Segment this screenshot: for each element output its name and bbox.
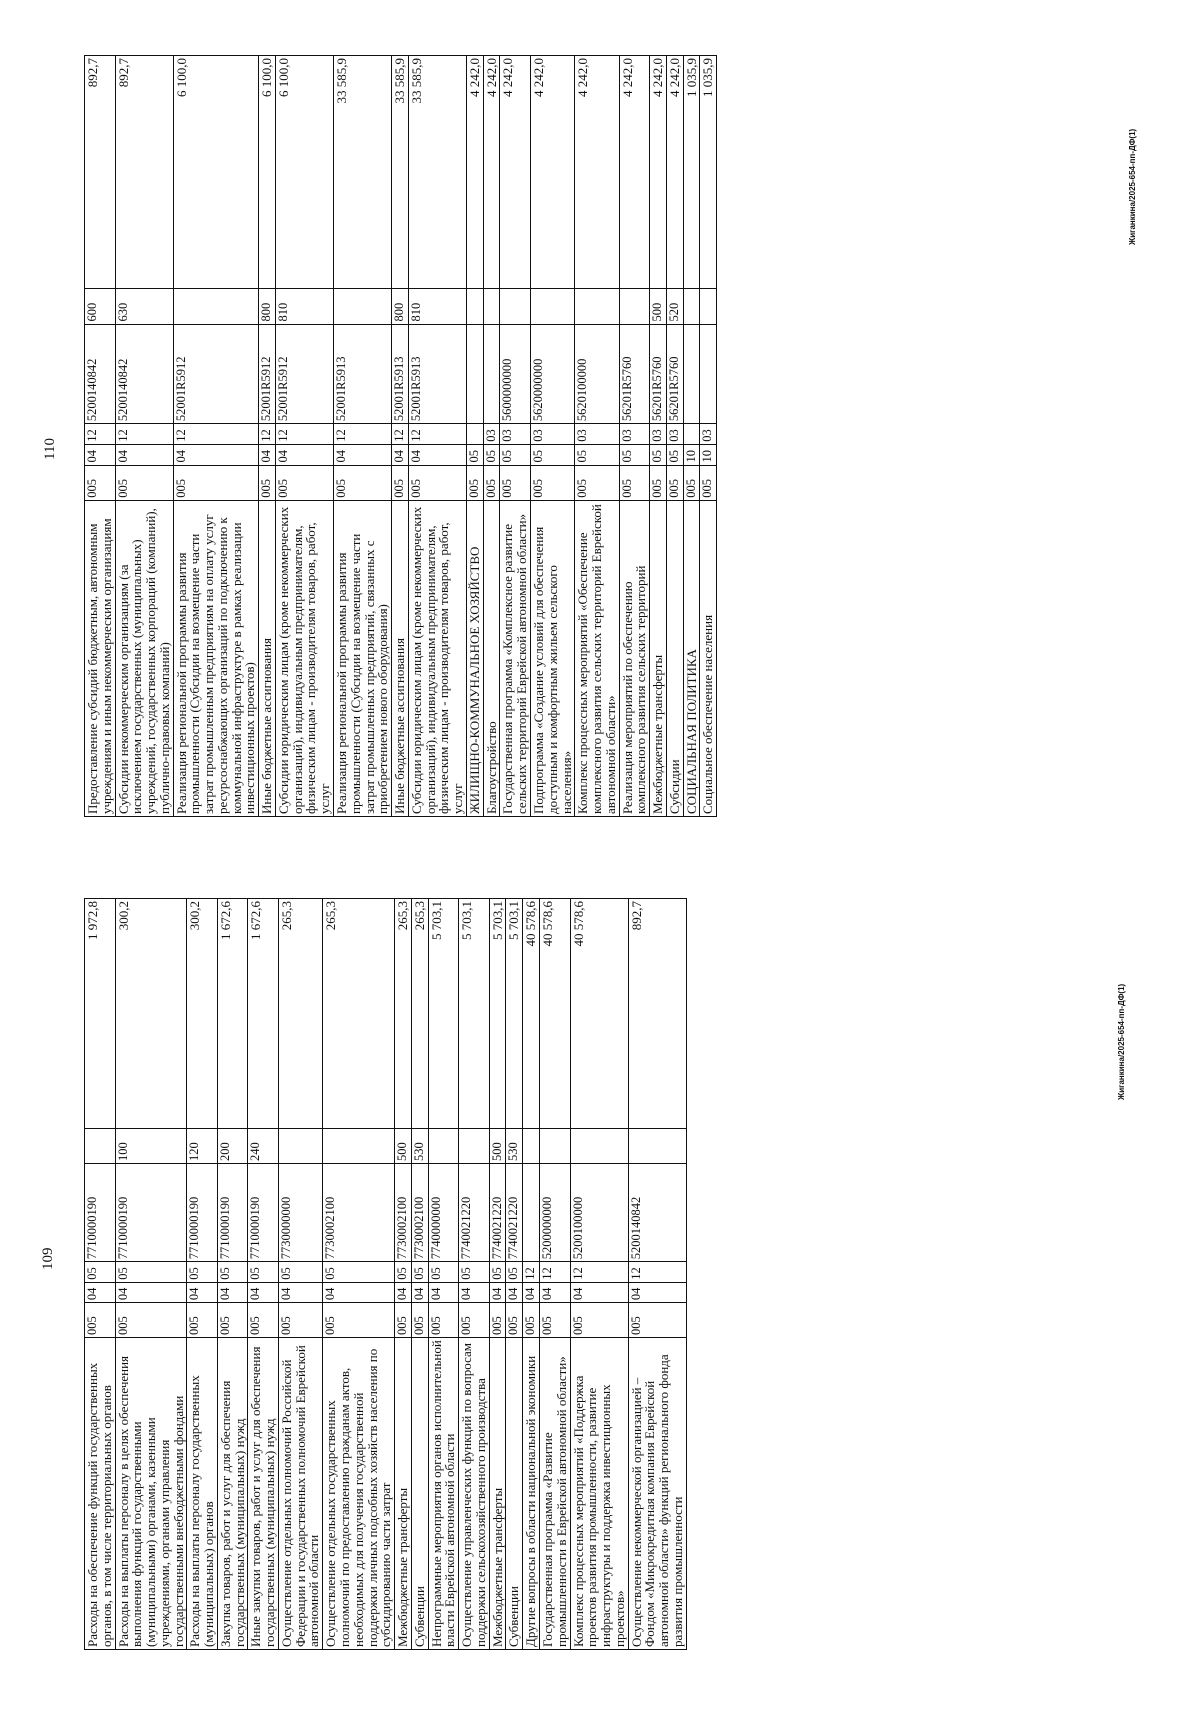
- row-name-cell: Осуществление управленческих функций по вопросам поддержки сельскохозяйственного производства: [459, 1337, 490, 1649]
- subsection-code-cell: 12: [334, 424, 392, 445]
- table-row: [570, 899, 628, 1650]
- grbs-code-cell: 005: [628, 1303, 686, 1338]
- table-row: [459, 899, 490, 1650]
- expense-type-cell: 630: [115, 289, 173, 324]
- grbs-code-cell: 005: [523, 1303, 540, 1338]
- expense-type-cell: [523, 1129, 540, 1164]
- grbs-code-cell: 005: [278, 1303, 322, 1338]
- expense-type-cell: [428, 1129, 459, 1164]
- amount-cell: 4 242,0: [466, 56, 483, 289]
- target-article-cell: 5200000000: [539, 1164, 570, 1262]
- target-article-cell: 5600000000: [500, 324, 531, 424]
- target-article-cell: 5200140842: [85, 324, 116, 424]
- section-code-cell: 04: [392, 444, 409, 465]
- target-article-cell: 7740021220: [489, 1164, 506, 1262]
- subsection-code-cell: 12: [408, 424, 466, 445]
- amount-cell: 265,3: [278, 899, 322, 1129]
- table-row: [489, 899, 506, 1650]
- section-code-cell: 04: [85, 444, 116, 465]
- table-row: [530, 56, 574, 817]
- expense-type-cell: [278, 1129, 322, 1164]
- grbs-code-cell: 005: [411, 1303, 428, 1338]
- subsection-code-cell: 03: [530, 424, 574, 445]
- expense-type-cell: 500: [489, 1129, 506, 1164]
- subsection-code-cell: [466, 424, 483, 445]
- subsection-code-cell: 05: [459, 1262, 490, 1282]
- row-name-cell: Подпрограмма «Создание условий для обеспечения доступным и комфортным жильем сельского населения»: [530, 500, 574, 816]
- budget-table-page-110: [84, 55, 717, 817]
- target-article-cell: 5620000000: [530, 324, 574, 424]
- grbs-code-cell: 005: [466, 465, 483, 500]
- grbs-code-cell: 005: [575, 465, 619, 500]
- section-code-cell: 04: [275, 444, 333, 465]
- grbs-code-cell: 005: [248, 1303, 279, 1338]
- table-row: [506, 899, 523, 1650]
- grbs-code-cell: 005: [85, 1303, 116, 1338]
- subsection-code-cell: 05: [85, 1262, 116, 1282]
- amount-cell: 6 100,0: [259, 56, 276, 289]
- grbs-code-cell: 005: [506, 1303, 523, 1338]
- section-code-cell: 04: [628, 1282, 686, 1302]
- row-name-cell: Субсидии юридическим лицам (кроме некоммерческих организаций), индивидуальным предпринимателям, физическим лицам - производителям товаров, работ, услуг: [275, 500, 333, 816]
- grbs-code-cell: 005: [459, 1303, 490, 1338]
- expense-type-cell: [500, 289, 531, 324]
- subsection-code-cell: 03: [650, 424, 667, 445]
- table-row: [392, 56, 409, 817]
- row-name-cell: Комплекс процессных мероприятий «Поддержка проектов развития промышленности, развитие инфраструктуры и поддержка инвестиционных проектов»: [570, 1337, 628, 1649]
- grbs-code-cell: 005: [700, 465, 717, 500]
- amount-cell: 40 578,6: [523, 899, 540, 1129]
- expense-type-cell: 810: [408, 289, 466, 324]
- section-code-cell: 04: [217, 1282, 248, 1302]
- row-name-cell: Реализация мероприятий по обеспечению комплексного развития сельских территорий: [619, 500, 650, 816]
- grbs-code-cell: 005: [334, 465, 392, 500]
- grbs-code-cell: 005: [395, 1303, 412, 1338]
- expense-type-cell: [683, 289, 700, 324]
- target-article-cell: 56201R5760: [666, 324, 683, 424]
- grbs-code-cell: 005: [683, 465, 700, 500]
- section-code-cell: 04: [334, 444, 392, 465]
- expense-type-cell: 810: [275, 289, 333, 324]
- target-article-cell: 7730000000: [278, 1164, 322, 1262]
- section-code-cell: 05: [666, 444, 683, 465]
- target-article-cell: [466, 324, 483, 424]
- grbs-code-cell: 005: [408, 465, 466, 500]
- subsection-code-cell: 05: [248, 1262, 279, 1282]
- expense-type-cell: [334, 289, 392, 324]
- row-name-cell: Государственная программа «Развитие промышленности в Еврейской автономной области»: [539, 1337, 570, 1649]
- row-name-cell: Межбюджетные трансферты: [489, 1337, 506, 1649]
- amount-cell: 4 242,0: [666, 56, 683, 289]
- row-name-cell: Комплекс процессных мероприятий «Обеспечение комплексного развития сельских территорий Еврейской автономной области»: [575, 500, 619, 816]
- table-row: [248, 899, 279, 1650]
- section-code-cell: 04: [259, 444, 276, 465]
- target-article-cell: [683, 324, 700, 424]
- expense-type-cell: 200: [217, 1129, 248, 1164]
- row-name-cell: Субсидии некоммерческим организациям (за исключением государственных (муниципальных) учреждений, государственных корпораций (компаний), публично-правовых компаний): [115, 500, 173, 816]
- expense-type-cell: [85, 1129, 116, 1164]
- subsection-code-cell: 05: [187, 1262, 218, 1282]
- row-name-cell: ЖИЛИЩНО-КОММУНАЛЬНОЕ ХОЗЯЙСТВО: [466, 500, 483, 816]
- section-code-cell: 04: [489, 1282, 506, 1302]
- subsection-code-cell: 05: [395, 1262, 412, 1282]
- section-code-cell: 04: [248, 1282, 279, 1302]
- table-row: [619, 56, 650, 817]
- subsection-code-cell: 03: [575, 424, 619, 445]
- section-code-cell: 05: [466, 444, 483, 465]
- subsection-code-cell: 12: [539, 1262, 570, 1282]
- row-name-cell: Предоставление субсидий бюджетным, автономным учреждениям и иным некоммерческим организациям: [85, 500, 116, 816]
- row-name-cell: Субвенции: [506, 1337, 523, 1649]
- expense-type-cell: [539, 1129, 570, 1164]
- amount-cell: 1 672,6: [217, 899, 248, 1129]
- grbs-code-cell: 005: [570, 1303, 628, 1338]
- table-row: [187, 899, 218, 1650]
- grbs-code-cell: 005: [275, 465, 333, 500]
- amount-cell: 4 242,0: [650, 56, 667, 289]
- amount-cell: 300,2: [187, 899, 218, 1129]
- amount-cell: 5 703,1: [489, 899, 506, 1129]
- row-name-cell: Социальное обеспечение населения: [700, 500, 717, 816]
- subsection-code-cell: 03: [700, 424, 717, 445]
- page-number: 109: [40, 1247, 56, 1270]
- subsection-code-cell: 03: [500, 424, 531, 445]
- target-article-cell: 52001R5913: [392, 324, 409, 424]
- expense-type-cell: [459, 1129, 490, 1164]
- expense-type-cell: [466, 289, 483, 324]
- target-article-cell: 7740000000: [428, 1164, 459, 1262]
- grbs-code-cell: 005: [539, 1303, 570, 1338]
- table-row: [85, 56, 116, 817]
- amount-cell: 6 100,0: [275, 56, 333, 289]
- table-row: [523, 899, 540, 1650]
- target-article-cell: 7710000190: [115, 1164, 187, 1262]
- target-article-cell: 56201R5760: [619, 324, 650, 424]
- amount-cell: 892,7: [85, 56, 116, 289]
- expense-type-cell: [530, 289, 574, 324]
- amount-cell: 1 672,6: [248, 899, 279, 1129]
- row-name-cell: Субвенции: [411, 1337, 428, 1649]
- row-name-cell: Субсидии юридическим лицам (кроме некоммерческих организаций), индивидуальным предпринимателям, физическим лицам - производителям товаров, работ, услуг: [408, 500, 466, 816]
- amount-cell: 40 578,6: [539, 899, 570, 1129]
- grbs-code-cell: 005: [500, 465, 531, 500]
- table-row: [683, 56, 700, 817]
- target-article-cell: 7730002100: [395, 1164, 412, 1262]
- subsection-code-cell: [683, 424, 700, 445]
- table-row: [173, 56, 259, 817]
- row-name-cell: Иные бюджетные ассигнования: [259, 500, 276, 816]
- section-code-cell: 10: [683, 444, 700, 465]
- subsection-code-cell: 05: [323, 1262, 395, 1282]
- target-article-cell: [523, 1164, 540, 1262]
- expense-type-cell: 120: [187, 1129, 218, 1164]
- table-row: [85, 899, 116, 1650]
- expense-type-cell: 530: [411, 1129, 428, 1164]
- section-code-cell: 04: [428, 1282, 459, 1302]
- subsection-code-cell: 05: [428, 1262, 459, 1282]
- subsection-code-cell: 05: [217, 1262, 248, 1282]
- expense-type-cell: [575, 289, 619, 324]
- target-article-cell: 7740021220: [506, 1164, 523, 1262]
- expense-type-cell: [173, 289, 259, 324]
- amount-cell: 4 242,0: [575, 56, 619, 289]
- subsection-code-cell: 12: [85, 424, 116, 445]
- subsection-code-cell: 05: [506, 1262, 523, 1282]
- table-row: [115, 56, 173, 817]
- grbs-code-cell: 005: [259, 465, 276, 500]
- section-code-cell: 05: [500, 444, 531, 465]
- table-row: [628, 899, 686, 1650]
- target-article-cell: 52001R5912: [173, 324, 259, 424]
- expense-type-cell: [570, 1129, 628, 1164]
- amount-cell: 5 703,1: [506, 899, 523, 1129]
- row-name-cell: Осуществление некоммерческой организацией – Фондом «Микрокредитная компания Еврейской автономной области» функций регионального фонда развития промышленности: [628, 1337, 686, 1649]
- grbs-code-cell: 005: [85, 465, 116, 500]
- target-article-cell: 52001R5912: [259, 324, 276, 424]
- section-code-cell: 04: [570, 1282, 628, 1302]
- row-name-cell: Расходы на выплаты персоналу государственных (муниципальных) органов: [187, 1337, 218, 1649]
- amount-cell: 40 578,6: [570, 899, 628, 1129]
- grbs-code-cell: 005: [666, 465, 683, 500]
- table-row: [275, 56, 333, 817]
- amount-cell: 5 703,1: [459, 899, 490, 1129]
- grbs-code-cell: 005: [428, 1303, 459, 1338]
- row-name-cell: Непрограммные мероприятия органов исполнительной власти Еврейской автономной области: [428, 1337, 459, 1649]
- section-code-cell: 04: [506, 1282, 523, 1302]
- target-article-cell: 52001R5913: [408, 324, 466, 424]
- table-row: [428, 899, 459, 1650]
- subsection-code-cell: 12: [275, 424, 333, 445]
- table-row: [666, 56, 683, 817]
- grbs-code-cell: 005: [619, 465, 650, 500]
- table-row: [278, 899, 322, 1650]
- amount-cell: 4 242,0: [483, 56, 500, 289]
- table-row: [395, 899, 412, 1650]
- target-article-cell: [483, 324, 500, 424]
- subsection-code-cell: 12: [628, 1262, 686, 1282]
- table-row: [466, 56, 483, 817]
- row-name-cell: Осуществление отдельных государственных полномочий по предоставлению гражданам актов, необходимых для получения государственной поддержки личных подсобных хозяйств населения по субсидированию части затрат: [323, 1337, 395, 1649]
- amount-cell: 265,3: [411, 899, 428, 1129]
- section-code-cell: 04: [187, 1282, 218, 1302]
- amount-cell: 33 585,9: [408, 56, 466, 289]
- target-article-cell: 5200140842: [628, 1164, 686, 1262]
- grbs-code-cell: 005: [173, 465, 259, 500]
- row-name-cell: Межбюджетные трансферты: [650, 500, 667, 816]
- grbs-code-cell: 005: [187, 1303, 218, 1338]
- section-code-cell: 04: [459, 1282, 490, 1302]
- subsection-code-cell: 12: [259, 424, 276, 445]
- grbs-code-cell: 005: [323, 1303, 395, 1338]
- table-row: [483, 56, 500, 817]
- expense-type-cell: 240: [248, 1129, 279, 1164]
- row-name-cell: Реализация региональной программы развития промышленности (Субсидии на возмещение части затрат промышленным предприятиям на оплату услуг ресурсоснабжающих организаций по подключению к коммунальной инфраструктуре в рамках реализации инвестиционных проектов): [173, 500, 259, 816]
- table-row: [700, 56, 717, 817]
- grbs-code-cell: 005: [489, 1303, 506, 1338]
- section-code-cell: 05: [575, 444, 619, 465]
- target-article-cell: 7710000190: [248, 1164, 279, 1262]
- target-article-cell: 7730002100: [411, 1164, 428, 1262]
- row-name-cell: Реализация региональной программы развития промышленности (Субсидии на возмещение части затрат промышленных предприятий, связанных с приобретением нового оборудования): [334, 500, 392, 816]
- expense-type-cell: 500: [395, 1129, 412, 1164]
- grbs-code-cell: 005: [650, 465, 667, 500]
- section-code-cell: 05: [619, 444, 650, 465]
- grbs-code-cell: 005: [483, 465, 500, 500]
- row-name-cell: Осуществление отдельных полномочий Российской Федерации и государственных полномочий Еврейской автономной области: [278, 1337, 322, 1649]
- target-article-cell: 5620100000: [575, 324, 619, 424]
- expense-type-cell: [323, 1129, 395, 1164]
- subsection-code-cell: 03: [666, 424, 683, 445]
- expense-type-cell: [619, 289, 650, 324]
- expense-type-cell: 100: [115, 1129, 187, 1164]
- section-code-cell: 04: [411, 1282, 428, 1302]
- amount-cell: 4 242,0: [530, 56, 574, 289]
- target-article-cell: 7710000190: [85, 1164, 116, 1262]
- table-row: [575, 56, 619, 817]
- target-article-cell: 7730002100: [323, 1164, 395, 1262]
- section-code-cell: 04: [395, 1282, 412, 1302]
- subsection-code-cell: 12: [115, 424, 173, 445]
- expense-type-cell: 800: [259, 289, 276, 324]
- amount-cell: 300,2: [115, 899, 187, 1129]
- section-code-cell: 04: [173, 444, 259, 465]
- target-article-cell: 7740021220: [459, 1164, 490, 1262]
- subsection-code-cell: 12: [392, 424, 409, 445]
- subsection-code-cell: 12: [523, 1262, 540, 1282]
- target-article-cell: 7710000190: [187, 1164, 218, 1262]
- table-row: [539, 899, 570, 1650]
- section-code-cell: 05: [650, 444, 667, 465]
- row-name-cell: Благоустройство: [483, 500, 500, 816]
- expense-type-cell: 500: [650, 289, 667, 324]
- expense-type-cell: 520: [666, 289, 683, 324]
- amount-cell: 1 035,9: [700, 56, 717, 289]
- expense-type-cell: 600: [85, 289, 116, 324]
- budget-table-page-109: [84, 898, 687, 1650]
- amount-cell: 4 242,0: [619, 56, 650, 289]
- section-code-cell: 04: [278, 1282, 322, 1302]
- row-name-cell: Иные закупки товаров, работ и услуг для обеспечения государственных (муниципальных) нужд: [248, 1337, 279, 1649]
- amount-cell: 892,7: [628, 899, 686, 1129]
- row-name-cell: Расходы на выплаты персоналу в целях обеспечения выполнения функций государственными (муниципальными) органами, казенными учреждениями, органами управления государственными внебюджетными фондами: [115, 1337, 187, 1649]
- amount-cell: 1 035,9: [683, 56, 700, 289]
- amount-cell: 265,3: [395, 899, 412, 1129]
- section-code-cell: 04: [323, 1282, 395, 1302]
- section-code-cell: 04: [523, 1282, 540, 1302]
- table-row: [408, 56, 466, 817]
- section-code-cell: 05: [530, 444, 574, 465]
- page-109-rotated: [0, 855, 1200, 1710]
- section-code-cell: 04: [115, 1282, 187, 1302]
- target-article-cell: 56201R5760: [650, 324, 667, 424]
- amount-cell: 6 100,0: [173, 56, 259, 289]
- row-name-cell: СОЦИАЛЬНАЯ ПОЛИТИКА: [683, 500, 700, 816]
- section-code-cell: 04: [85, 1282, 116, 1302]
- grbs-code-cell: 005: [392, 465, 409, 500]
- page-number: 110: [42, 438, 58, 460]
- table-row: [217, 899, 248, 1650]
- subsection-code-cell: 12: [570, 1262, 628, 1282]
- table-row: [259, 56, 276, 817]
- row-name-cell: Субсидии: [666, 500, 683, 816]
- expense-type-cell: [483, 289, 500, 324]
- subsection-code-cell: 05: [411, 1262, 428, 1282]
- budget-table-body: [85, 899, 687, 1650]
- amount-cell: 892,7: [115, 56, 173, 289]
- target-article-cell: 52001R5913: [334, 324, 392, 424]
- grbs-code-cell: 005: [115, 465, 173, 500]
- subsection-code-cell: 05: [115, 1262, 187, 1282]
- amount-cell: 265,3: [323, 899, 395, 1129]
- table-row: [411, 899, 428, 1650]
- page-footer: Жиганкина/2025-654-пп-ДФ(1): [1117, 983, 1126, 1100]
- expense-type-cell: 800: [392, 289, 409, 324]
- target-article-cell: 52001R5912: [275, 324, 333, 424]
- subsection-code-cell: 05: [278, 1262, 322, 1282]
- row-name-cell: Расходы на обеспечение функций государственных органов, в том числе территориальных органов: [85, 1337, 116, 1649]
- subsection-code-cell: 03: [619, 424, 650, 445]
- section-code-cell: 10: [700, 444, 717, 465]
- table-row: [323, 899, 395, 1650]
- expense-type-cell: [628, 1129, 686, 1164]
- page-footer: Жиганкина/2025-654-пп-ДФ(1): [1128, 128, 1137, 245]
- target-article-cell: [700, 324, 717, 424]
- row-name-cell: Закупка товаров, работ и услуг для обеспечения государственных (муниципальных) нужд: [217, 1337, 248, 1649]
- grbs-code-cell: 005: [530, 465, 574, 500]
- section-code-cell: 04: [408, 444, 466, 465]
- page-109-scan: [0, 855, 1200, 1710]
- section-code-cell: 05: [483, 444, 500, 465]
- grbs-code-cell: 005: [115, 1303, 187, 1338]
- row-name-cell: Государственная программа «Комплексное развитие сельских территорий Еврейской автономной области»: [500, 500, 531, 816]
- budget-table-body: [85, 56, 717, 817]
- row-name-cell: Межбюджетные трансферты: [395, 1337, 412, 1649]
- table-row: [334, 56, 392, 817]
- table-row: [115, 899, 187, 1650]
- row-name-cell: Иные бюджетные ассигнования: [392, 500, 409, 816]
- target-article-cell: 5200140842: [115, 324, 173, 424]
- subsection-code-cell: 03: [483, 424, 500, 445]
- amount-cell: 1 972,8: [85, 899, 116, 1129]
- grbs-code-cell: 005: [217, 1303, 248, 1338]
- expense-type-cell: [700, 289, 717, 324]
- amount-cell: 33 585,9: [392, 56, 409, 289]
- amount-cell: 33 585,9: [334, 56, 392, 289]
- subsection-code-cell: 05: [489, 1262, 506, 1282]
- amount-cell: 5 703,1: [428, 899, 459, 1129]
- table-row: [500, 56, 531, 817]
- target-article-cell: 7710000190: [217, 1164, 248, 1262]
- table-row: [650, 56, 667, 817]
- amount-cell: 4 242,0: [500, 56, 531, 289]
- expense-type-cell: 530: [506, 1129, 523, 1164]
- row-name-cell: Другие вопросы в области национальной экономики: [523, 1337, 540, 1649]
- section-code-cell: 04: [115, 444, 173, 465]
- section-code-cell: 04: [539, 1282, 570, 1302]
- target-article-cell: 5200100000: [570, 1164, 628, 1262]
- subsection-code-cell: 12: [173, 424, 259, 445]
